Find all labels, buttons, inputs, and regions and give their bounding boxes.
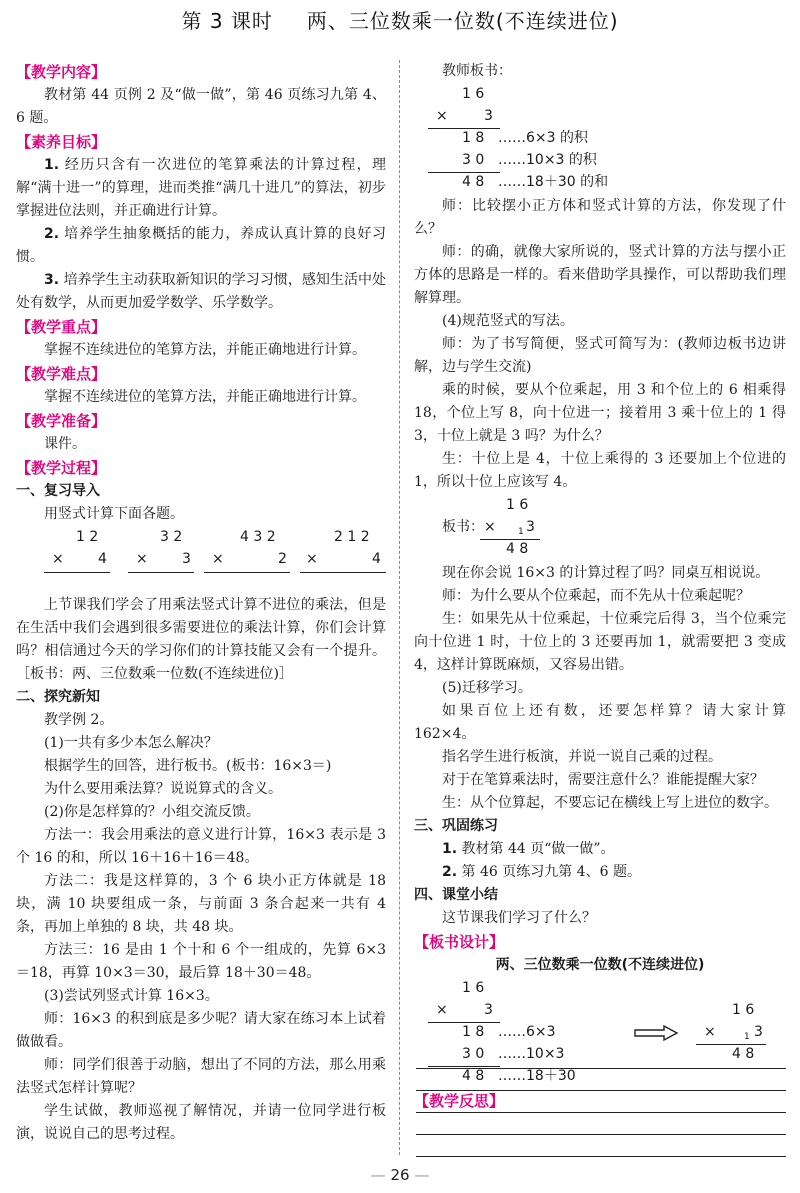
section-review: 一、复习导入 [16, 483, 100, 499]
explore-p5: (2)你是怎样算的？小组交流反馈。 [44, 804, 260, 820]
bd-row3-note: ……6×3 [498, 1024, 556, 1040]
ex1-times: × [52, 551, 64, 567]
explore-p8: 方法三：16 是由 1 个十和 6 个一组成的，先算 6×3＝18，再算 10×3＝30，最后算 18＋30＝48。 [16, 942, 386, 981]
q14: 生：从个位算起，不要忘记在横线上写上进位的数字。 [442, 795, 778, 811]
heading-board-design: 【板书设计】 [414, 933, 505, 951]
review-text: 用竖式计算下面各题。 [44, 506, 184, 522]
q10: (5)迁移学习。 [442, 680, 532, 696]
q6: 生：十位上是 4，十位上乘得的 3 还要加上个位进的 1，所以十位上应该写 4。 [414, 451, 786, 490]
practice-text: 第 46 页练习九第 4、6 题。 [457, 864, 641, 880]
goal-num: 1. [44, 157, 60, 173]
section-practice: 三、巩固练习 [414, 818, 498, 834]
explore-p2: (1)一共有多少本怎么解决？ [44, 735, 218, 751]
explore-p10: 师：16×3 的积到底是多少呢？请大家在练习本上试着做做看。 [16, 1011, 386, 1050]
ex3-top: 4 3 2 [240, 529, 276, 545]
explore-p4: 为什么要用乘法算？说说算式的含义。 [44, 781, 282, 797]
dash-icon: — [409, 1166, 430, 1184]
explore-p6: 方法一：我会用乘法的意义进行计算，16×3 表示是 3 个 16 的和，所以 16＋16＋16＝48。 [16, 827, 386, 866]
bd-row3: 1 8 [462, 1024, 485, 1040]
v-row4: 3 0 [462, 152, 485, 168]
goal-text: 培养学生抽象概括的能力，养成认真计算的良好习惯。 [16, 226, 386, 265]
explore-p3: 根据学生的回答，进行板书。(板书：16×3＝) [44, 758, 332, 774]
ex4-line [300, 572, 386, 573]
goal-1 [16, 154, 386, 223]
practice-1 [414, 838, 786, 861]
heading-difficulty: 【教学难点】 [16, 365, 107, 383]
ex2-times: × [136, 551, 148, 567]
heading-content: 【教学内容】 [16, 63, 107, 81]
bd-short-row2: 3 [754, 1024, 763, 1040]
bd-short-row3: 4 8 [732, 1046, 755, 1062]
goal-text: 培养学生主动获取新知识的学习习惯，感知生活中处处有数学，从而更加爱学数学、乐学数学。 [16, 272, 386, 311]
heading-goals: 【素养目标】 [16, 133, 107, 151]
v-row3-note: ……6×3 的积 [498, 130, 588, 146]
section-explore: 二、探究新知 [16, 689, 100, 705]
q12: 指名学生进行板演，并说一说自己乘的过程。 [442, 749, 722, 765]
q8: 师：为什么要从个位乘起，而不先从十位乘起呢？ [442, 588, 750, 604]
short-vertical [414, 494, 786, 562]
practice-num: 1. [442, 841, 458, 857]
practice-text: 教材第 44 页“做一做”。 [457, 841, 615, 857]
difficulty-text: 掌握不连续进位的笔算方法，并能正确地进行计算。 [44, 389, 366, 405]
q1: 师：比较摆小正方体和竖式计算的方法，你发现了什么？ [414, 198, 786, 237]
reflection-line-5[interactable] [416, 1156, 786, 1157]
heading-prep: 【教学准备】 [16, 412, 107, 430]
s-row3: 4 8 [506, 541, 529, 557]
bd-times: × [436, 1002, 448, 1018]
v-row1: 1 6 [462, 86, 485, 102]
v-row5-note: ……18＋30 的和 [498, 174, 609, 190]
q9: 生：如果先从十位乘起，十位乘完后得 3，当个位乘完向十位进 1 时，十位上的 3 还要再加 1，就需要把 3 变成 4，这样计算既麻烦，又容易出错。 [414, 611, 786, 673]
ex3-line [204, 572, 290, 573]
explore-p11: 师：同学们很善于动脑，想出了不同的方法，那么用乘法竖式怎样计算呢？ [16, 1057, 386, 1096]
goal-num: 2. [44, 226, 60, 242]
v-times: × [436, 108, 448, 124]
bd-short-times: × [704, 1024, 716, 1040]
s-label: 板书： [442, 519, 484, 535]
section-summary: 四、课堂小结 [414, 887, 498, 903]
ex1-top: 1 2 [76, 529, 99, 545]
q4: 师：为了书写简便，竖式可简写为：(教师边板书边讲解，边与学生交流) [414, 336, 786, 375]
explore-p1: 教学例 2。 [44, 712, 114, 728]
explore-p12: 学生试做，教师巡视了解情况，并请一位同学进行板演，说说自己的思考过程。 [16, 1103, 386, 1142]
board-design-vertical [414, 977, 786, 1089]
ex4-times: × [306, 551, 318, 567]
summary-text: 这节课我们学习了什么？ [442, 910, 596, 926]
q11: 如果百位上还有数，还要怎样算？请大家计算 162×4。 [414, 703, 786, 742]
left-column [16, 60, 386, 1146]
ex2-bot: 3 [182, 551, 191, 567]
q13: 对于在笔算乘法时，需要注意什么？谁能提醒大家？ [442, 772, 764, 788]
explore-p9: (3)尝试列竖式计算 16×3。 [44, 988, 219, 1004]
page-number [0, 1164, 800, 1187]
q3: (4)规范竖式的写法。 [442, 313, 574, 329]
bd-row4: 3 0 [462, 1046, 485, 1062]
prep-text: 课件。 [44, 436, 86, 452]
v-row2: 3 [484, 108, 493, 124]
board-label: 教师板书： [442, 63, 512, 79]
heading-reflection: 【教学反思】 [414, 1092, 505, 1110]
arrow-right-icon [634, 1025, 678, 1041]
q2: 师：的确，就像大家所说的，竖式计算的方法与摆小正方体的思路是一样的。看来借助学具操作，可以帮助我们理解算理。 [414, 244, 786, 306]
bd-short-carry: 1 [744, 1032, 750, 1042]
ex4-bot: 4 [372, 551, 381, 567]
bd-row5: 4 8 [462, 1068, 485, 1084]
q5: 乘的时候，要从个位乘起，用 3 和个位上的 6 相乘得 18，个位上写 8，向十位进一；接着用 3 乘十位上的 1 得 3，十位上就是 3 吗？为什么？ [414, 382, 786, 444]
bd-row4-note: ……10×3 [498, 1046, 565, 1062]
ex3-times: × [212, 551, 224, 567]
goal-2 [16, 223, 386, 269]
reflection-line-1[interactable] [416, 1068, 786, 1069]
reflection-line-4[interactable] [416, 1134, 786, 1135]
q7: 现在你会说 16×3 的计算过程了吗？同桌互相说说。 [442, 565, 770, 581]
reflection-line-2[interactable] [416, 1090, 786, 1091]
bd-row5-note: ……18＋30 [498, 1068, 576, 1084]
bd-short-row1: 1 6 [732, 1002, 755, 1018]
content-text: 教材第 44 页例 2 及“做一做”，第 46 页练习九第 4、6 题。 [16, 87, 386, 126]
right-column [414, 60, 786, 1113]
practice-2 [414, 861, 786, 884]
dash-icon: — [370, 1166, 391, 1184]
ex1-bot: 4 [98, 551, 107, 567]
reflection-line-3[interactable] [416, 1112, 786, 1113]
ex2-top: 3 2 [160, 529, 183, 545]
ex3-bot: 2 [278, 551, 287, 567]
exercise-row [16, 526, 386, 588]
s-row2: 3 [526, 519, 535, 535]
v-row4-note: ……10×3 的积 [498, 152, 597, 168]
page-title [0, 10, 800, 33]
ex2-line [128, 572, 194, 573]
goal-text: 经历只含有一次进位的笔算乘法的计算过程，理解“满十进一”的算理，进而类推“满几十进几”的算法，初步掌握进位法则，并正确进行计算。 [16, 157, 386, 219]
s-times: × [484, 519, 496, 535]
teacher-board-vertical [414, 83, 786, 195]
s-row1: 1 6 [506, 497, 529, 513]
ex4-top: 2 1 2 [334, 529, 370, 545]
ex1-line [44, 572, 110, 573]
board-design-title: 两、三位数乘一位数(不连续进位) [495, 957, 705, 973]
bd-short-line [696, 1044, 766, 1045]
s-carry: 1 [518, 527, 524, 537]
key-text: 掌握不连续进位的笔算方法，并能正确地进行计算。 [44, 342, 366, 358]
lesson-number: 第 3 课时 [181, 9, 273, 33]
column-divider [399, 60, 400, 1155]
lesson-title: 两、三位数乘一位数(不连续进位) [306, 9, 619, 33]
explore-p7: 方法二：我是这样算的，3 个 6 块小正方体就是 18 块，满 10 块要组成一条，与前面 3 条合起来一共有 4 条，再加上单独的 8 块，共 48 块。 [16, 873, 386, 935]
goal-3 [16, 269, 386, 315]
bd-row2: 3 [484, 1002, 493, 1018]
practice-num: 2. [442, 864, 458, 880]
intro-text: 上节课我们学会了用乘法竖式计算不进位的乘法，但是在生活中我们会遇到很多需要进位的乘法计算，你们会计算吗？相信通过今天的学习你们的计算技能又会有一个提升。［板书：两、三位数乘一位数(不连续进位)］ [16, 597, 386, 682]
goal-num: 3. [44, 272, 60, 288]
bd-row1: 1 6 [462, 980, 485, 996]
v-row5: 4 8 [462, 174, 485, 190]
heading-key: 【教学重点】 [16, 318, 107, 336]
v-row3: 1 8 [462, 130, 485, 146]
page-number-value: 26 [390, 1166, 410, 1184]
heading-process: 【教学过程】 [16, 459, 107, 477]
